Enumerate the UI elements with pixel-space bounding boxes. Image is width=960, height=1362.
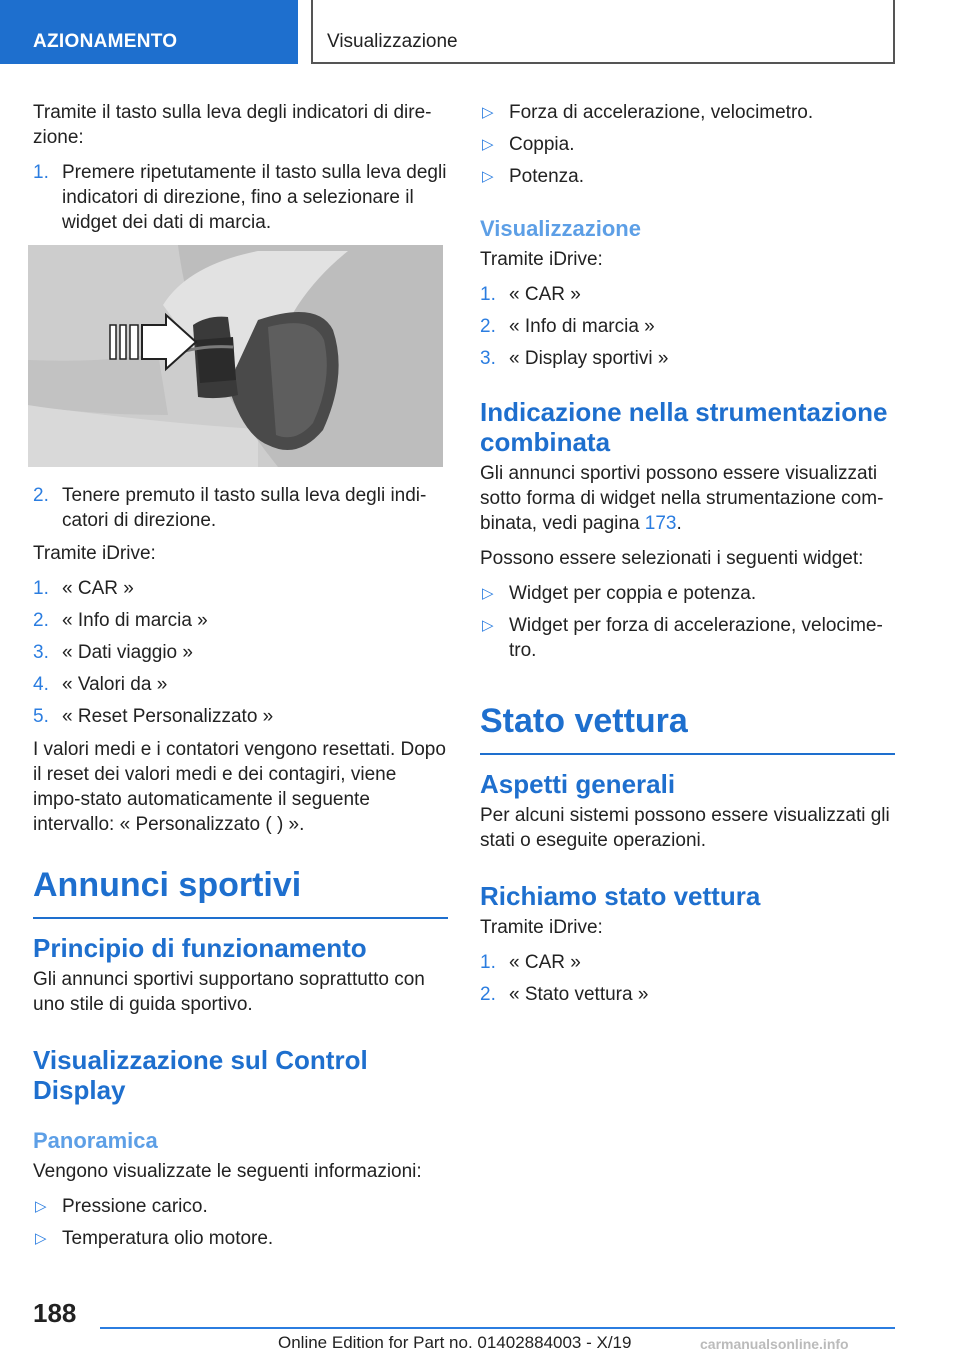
triangle-right-icon: ▷ xyxy=(482,136,494,153)
list-item: ▷ Pressione carico. xyxy=(35,1196,208,1217)
section-title-annunci-sportivi: Annunci sportivi xyxy=(33,865,448,919)
steps-a-list xyxy=(33,160,448,235)
list-item: ▷ Temperatura olio motore. xyxy=(35,1228,274,1249)
triangle-right-icon: ▷ xyxy=(35,1230,47,1247)
idrive-label-2: Tramite iDrive: xyxy=(480,917,603,938)
triangle-right-icon: ▷ xyxy=(482,617,494,634)
heading-principio: Principio di funzionamento xyxy=(33,933,367,963)
triangle-right-icon: ▷ xyxy=(482,104,494,121)
cluster-text: Gli annunci sportivi possono essere visualizzati sotto forma di widget nella strumentazione com-binata, vedi pagina 173. xyxy=(480,463,884,534)
footer-edition: Online Edition for Part no. 01402884003 - X/19 xyxy=(278,1333,632,1352)
heading-richiamo: Richiamo stato vettura xyxy=(480,881,761,911)
reset-text: I valori medi e i contatori vengono resettati. Dopo il reset dei valori medi e dei contagiri, viene impo-stato automaticamente il seguente intervallo: « Personalizzato ( ) ». xyxy=(33,739,446,835)
triangle-right-icon: ▷ xyxy=(35,1198,47,1215)
selectable-text: Possono essere selezionati i seguenti widget: xyxy=(480,548,864,569)
list-item: 1. « CAR » xyxy=(480,952,581,973)
list-item: 2. « Info di marcia » xyxy=(33,610,208,631)
heading-panoramica: Panoramica xyxy=(33,1128,158,1153)
list-item: 2. « Info di marcia » xyxy=(480,316,655,337)
widget-list xyxy=(480,581,895,663)
heading-visualizzazione: Visualizzazione xyxy=(480,216,641,241)
overview-list-continued xyxy=(480,100,895,189)
watermark: carmanualsonline.info xyxy=(700,1336,849,1352)
list-item: ▷ Widget per coppia e potenza. xyxy=(482,583,757,604)
header-title: Visualizzazione xyxy=(311,0,895,64)
display-steps-list xyxy=(480,282,895,371)
list-item: 2. Tenere premuto il tasto sulla leva degli indi-catori di direzione. xyxy=(33,485,427,531)
list-item: ▷ Potenza. xyxy=(482,166,584,187)
heading-strumentazione: Indicazione nella strumentazione combinata xyxy=(480,397,888,457)
list-item: 1. « CAR » xyxy=(480,284,581,305)
idrive-label: Tramite iDrive: xyxy=(33,543,156,564)
page-number: 188 xyxy=(33,1298,77,1328)
right-column xyxy=(480,100,895,1015)
heading-aspetti-generali: Aspetti generali xyxy=(480,769,676,799)
triangle-right-icon: ▷ xyxy=(482,585,494,602)
list-item: 5. « Reset Personalizzato » xyxy=(33,706,274,727)
list-item: 1. Premere ripetutamente il tasto sulla leva degli indicatori di direzione, fino a selezionare il widget dei dati di marcia. xyxy=(33,162,447,233)
list-item: 3. « Dati viaggio » xyxy=(33,642,193,663)
triangle-right-icon: ▷ xyxy=(482,168,494,185)
steps-b-list xyxy=(33,483,448,533)
list-item: ▷ Forza di accelerazione, velocimetro. xyxy=(482,102,814,123)
recall-steps-list xyxy=(480,950,895,1007)
list-item: 4. « Valori da » xyxy=(33,674,168,695)
intro-text: Tramite il tasto sulla leva degli indicatori di dire-zione: xyxy=(33,102,432,148)
section-title-stato-vettura: Stato vettura xyxy=(480,701,895,755)
footer-divider xyxy=(100,1327,895,1329)
general-text: Per alcuni sistemi possono essere visualizzati gli stati o eseguite operazioni. xyxy=(480,805,890,851)
idrive-label: Tramite iDrive: xyxy=(480,249,603,270)
heading-control-display: Visualizzazione sul Control Display xyxy=(33,1045,368,1105)
list-item: 3. « Display sportivi » xyxy=(480,348,669,369)
page-link[interactable]: 173 xyxy=(644,513,677,534)
left-column xyxy=(33,100,448,1259)
header-section: AZIONAMENTO xyxy=(0,0,298,64)
overview-text: Vengono visualizzate le seguenti informazioni: xyxy=(33,1161,422,1182)
principle-text: Gli annunci sportivi supportano soprattutto con uno stile di guida sportivo. xyxy=(33,969,425,1015)
overview-list xyxy=(33,1194,448,1251)
list-item: 1. « CAR » xyxy=(33,578,134,599)
list-item: ▷ Widget per forza di accelerazione, velocime-tro. xyxy=(482,615,883,661)
list-item: ▷ Coppia. xyxy=(482,134,575,155)
turn-signal-lever-illustration xyxy=(28,245,443,467)
list-item: 2. « Stato vettura » xyxy=(480,984,649,1005)
idrive-steps-list xyxy=(33,576,448,729)
